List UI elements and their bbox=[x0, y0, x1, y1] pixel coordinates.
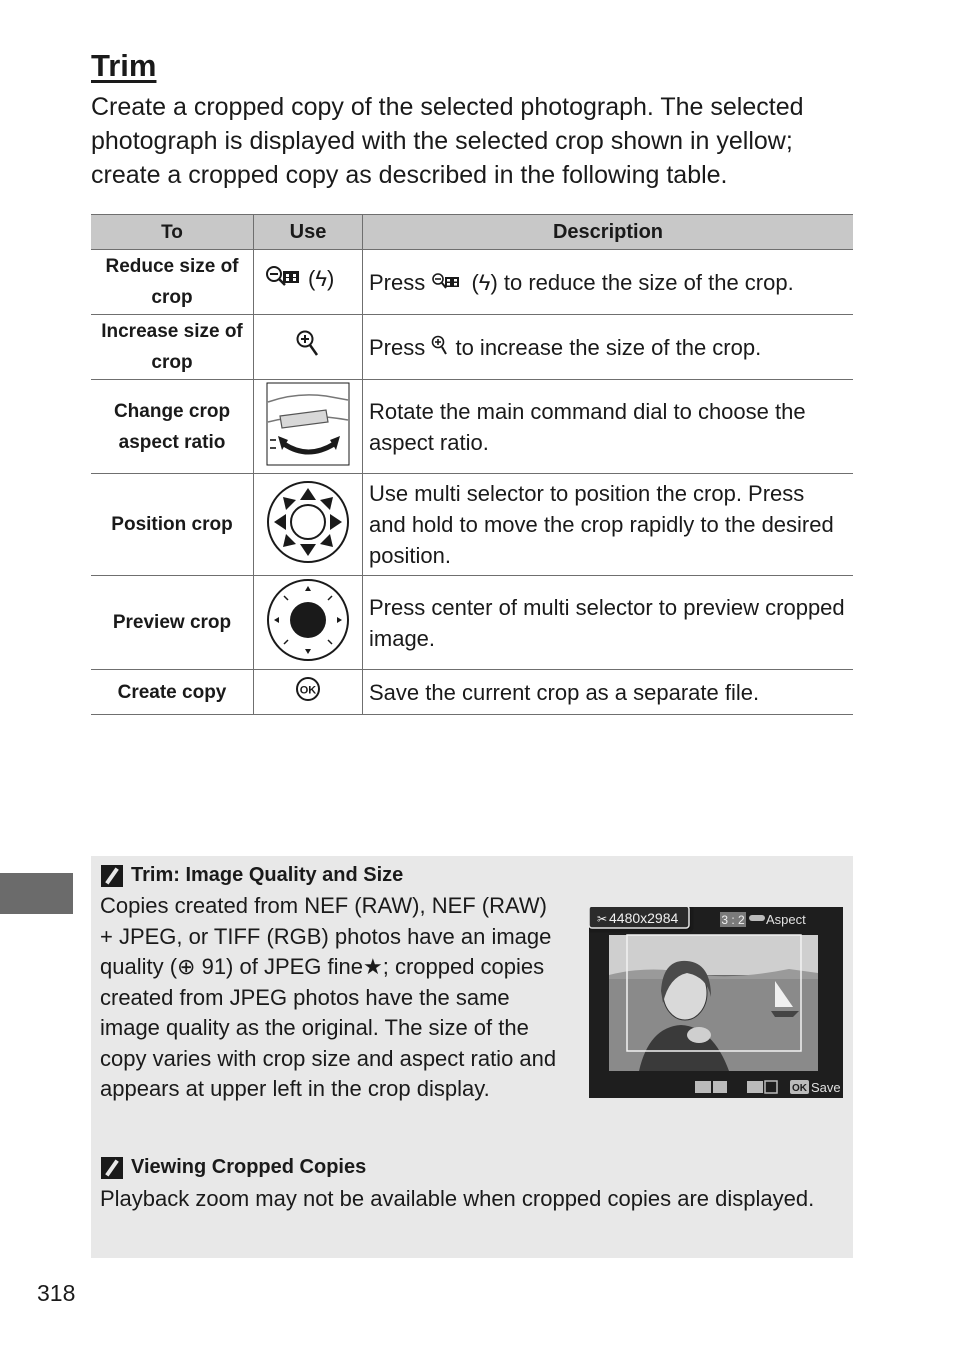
section-tab-marker bbox=[0, 873, 73, 914]
column-header: Use bbox=[254, 215, 363, 250]
row-description: Use multi selector to position the crop. Press and hold to move the crop rapidly to the desired position. bbox=[363, 474, 854, 576]
multi-selector-center-icon bbox=[266, 578, 350, 662]
table-row bbox=[91, 380, 853, 474]
note-body: Copies created from NEF (RAW), NEF (RAW) + JPEG, or TIFF (RGB) photos have an image quality (⊕ 91) of JPEG fine★; cropped copies created from JPEG photos have the same image quality as the original. The size of the copy varies with crop size and aspect ratio and appears at upper left in the crop display. bbox=[100, 893, 557, 1101]
row-description bbox=[363, 315, 854, 380]
table-row bbox=[91, 474, 853, 576]
description-text: (ϟ) to reduce the size of the crop. bbox=[465, 269, 794, 295]
row-description: Save the current crop as a separate file. bbox=[363, 670, 854, 715]
table-row bbox=[91, 670, 853, 715]
table-header-row bbox=[91, 215, 853, 250]
flash-symbol: (ϟ) bbox=[308, 266, 335, 291]
crop-display-illustration bbox=[589, 907, 843, 1098]
row-control bbox=[254, 474, 363, 576]
row-action: Create copy bbox=[91, 670, 254, 715]
column-header: To bbox=[91, 215, 254, 250]
note-title: Viewing Cropped Copies bbox=[131, 1156, 367, 1178]
row-control bbox=[254, 250, 363, 315]
row-description: Rotate the main command dial to choose the aspect ratio. bbox=[363, 380, 854, 474]
table-row bbox=[91, 576, 853, 670]
main-command-dial-icon bbox=[266, 382, 350, 466]
scissors-icon: ✂ bbox=[597, 912, 608, 926]
aspect-ratio-readout: 3 : 2 bbox=[721, 913, 745, 927]
page-title: Trim bbox=[91, 48, 157, 83]
intro-paragraph: Create a cropped copy of the selected photograph. The selected photograph is displayed with the selected crop shown in yellow; create a cropped copy as described in the following table. bbox=[91, 93, 804, 189]
svg-text:OK: OK bbox=[299, 684, 317, 697]
row-action: Change crop aspect ratio bbox=[91, 380, 254, 474]
zoom-in-icon bbox=[747, 1081, 763, 1093]
row-action: Position crop bbox=[91, 474, 254, 576]
column-header: Description bbox=[363, 215, 854, 250]
row-control bbox=[254, 315, 363, 380]
note-pencil-icon bbox=[101, 1157, 123, 1179]
note-pencil-icon bbox=[101, 865, 123, 887]
zoom-out-icon bbox=[431, 272, 465, 292]
camera-crop-display bbox=[589, 907, 843, 1098]
row-control bbox=[254, 576, 363, 670]
row-action: Preview crop bbox=[91, 576, 254, 670]
row-action: Increase size of crop bbox=[91, 315, 254, 380]
description-text: to increase the size of the crop. bbox=[449, 334, 762, 360]
table-row bbox=[91, 315, 853, 380]
thumbnail-icon bbox=[713, 1081, 727, 1093]
controls-table bbox=[91, 214, 853, 715]
multi-selector-icon bbox=[266, 480, 350, 564]
zoom-out-icon bbox=[263, 263, 353, 295]
page-number: 318 bbox=[37, 1280, 76, 1306]
zoom-in-icon bbox=[295, 329, 321, 359]
note-heading bbox=[101, 864, 403, 887]
ok-button-icon bbox=[295, 676, 321, 702]
row-action: Reduce size of crop bbox=[91, 250, 254, 315]
note-body: Playback zoom may not be available when cropped copies are displayed. bbox=[100, 1186, 815, 1211]
row-control bbox=[254, 670, 363, 715]
crop-size-readout: 4480x2984 bbox=[609, 910, 679, 926]
description-text: Press bbox=[369, 334, 432, 360]
row-description: Press center of multi selector to preview cropped image. bbox=[363, 576, 854, 670]
row-description bbox=[363, 250, 854, 315]
zoom-out-icon bbox=[695, 1081, 711, 1093]
note-heading bbox=[101, 1156, 366, 1179]
table-row bbox=[91, 250, 853, 315]
command-dial-icon bbox=[749, 915, 765, 921]
description-text: Press bbox=[369, 269, 432, 295]
save-label: Save bbox=[811, 1080, 841, 1095]
aspect-label: Aspect bbox=[766, 912, 806, 927]
note-title: Trim: Image Quality and Size bbox=[131, 864, 404, 886]
ok-button-icon: OK bbox=[792, 1083, 807, 1094]
zoom-in-icon bbox=[431, 335, 449, 357]
row-control bbox=[254, 380, 363, 474]
